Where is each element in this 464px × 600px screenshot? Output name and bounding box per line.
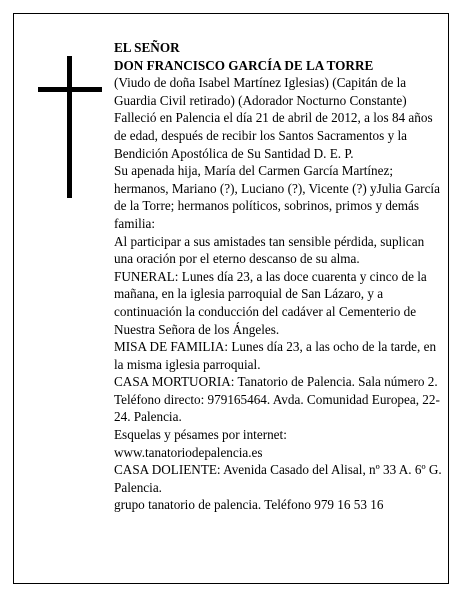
deceased-name: DON FRANCISCO GARCÍA DE LA TORRE xyxy=(114,57,374,73)
roles: (Viudo de doña Isabel Martínez Iglesias) (Capitán de la Guardia Civil retirado) (Adorador Nocturno Constante) xyxy=(114,75,407,108)
family-mass-paragraph: MISA DE FAMILIA: Lunes día 23, a las ocho de la tarde, en la misma iglesia parroquial. xyxy=(114,339,437,372)
funeral-paragraph: FUNERAL: Lunes día 23, a las doce cuarenta y cinco de la mañana, en la iglesia parroquial de San Lázaro, y a continuación la conducción del cadáver al Cementerio de Nuestra Señora de los Ángeles. xyxy=(114,268,427,337)
obituary-text xyxy=(114,39,442,514)
heading: EL SEÑOR xyxy=(114,40,180,55)
website: www.tanatoriodepalencia.es xyxy=(114,444,263,460)
mourning-house-paragraph: CASA DOLIENTE: Avenida Casado del Alisal, nº 33 A. 6º G. Palencia. xyxy=(114,462,442,495)
cross-vertical-bar xyxy=(67,56,72,198)
mortuary-paragraph: CASA MORTUORIA: Tanatorio de Palencia. Sala número 2. Teléfono directo: 979165464. Avda. Comunidad Europea, 22-24. Palencia. xyxy=(114,374,440,425)
internet-label: Esquelas y pésames por internet: xyxy=(114,427,287,443)
request-paragraph: Al participar a sus amistades tan sensible pérdida, suplican una oración por el eterno descanso de su alma. xyxy=(114,233,425,267)
death-paragraph: Falleció en Palencia el día 21 de abril de 2012, a los 84 años de edad, después de recibir los Santos Sacramentos y la Bendición Apostólica de Su Santidad D. E. P. xyxy=(114,110,433,161)
cross-horizontal-bar xyxy=(38,87,102,92)
family-paragraph: Su apenada hija, María del Carmen García Martínez; hermanos, Mariano (?), Luciano (?), Vicente (?) yJulia García de la Torre; hermanos políticos, sobrinos, primos y demás familia: xyxy=(114,163,440,231)
footer-line: grupo tanatorio de palencia. Teléfono 979 16 53 16 xyxy=(114,497,384,513)
cross-icon xyxy=(38,56,102,198)
